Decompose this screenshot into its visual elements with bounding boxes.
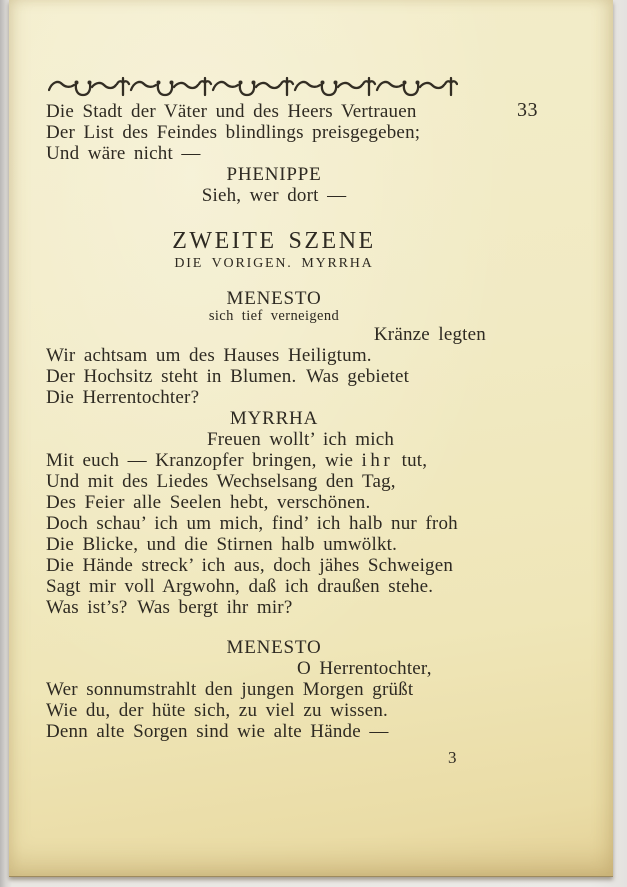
verse-line: Sagt mir voll Argwohn, daß ich draußen stehe. (46, 576, 434, 597)
verse-line: Und wäre nicht — (46, 143, 201, 164)
verse-line: Die Herrentochter? (46, 387, 200, 408)
verse-line-with-emphasis (46, 450, 486, 471)
scene-heading: ZWEITE SZENE (172, 228, 376, 254)
verse-line: Und mit des Liedes Wechselsang den Tag, (46, 471, 396, 492)
stage-direction: sich tief verneigend (208, 308, 340, 324)
verse-cue-line: Freuen wollt’ ich mich (207, 429, 395, 450)
signature-mark: 3 (448, 748, 457, 767)
verse-line: Wer sonnumstrahlt den jungen Morgen grüßt (46, 679, 414, 700)
printer-ornament-icon (48, 75, 458, 97)
verse-line: Was ist’s? Was bergt ihr mir? (46, 597, 293, 618)
verse-line: Die Hände streck’ ich aus, doch jähes Schweigen (46, 555, 454, 576)
speaker-name-menesto: MENESTO (226, 288, 322, 309)
page-number: 33 (517, 99, 538, 121)
verse-cue-line: O Herrentochter, (297, 658, 432, 679)
verse-line: Sieh, wer dort — (201, 185, 347, 206)
scene-cast-list: DIE VORIGEN. MYRRHA (174, 256, 374, 271)
verse-line: Wie du, der hüte sich, zu viel zu wissen. (46, 700, 388, 721)
verse-text: tut, (393, 450, 428, 471)
book-page-paper (9, 0, 613, 877)
verse-line: Doch schau’ ich um mich, find’ ich halb nur froh (46, 513, 458, 534)
verse-line: Wir achtsam um des Hauses Heiligtum. (46, 345, 372, 366)
page-text-block (46, 0, 486, 768)
speaker-name-phenippe: PHENIPPE (226, 164, 322, 185)
speaker-name-menesto: MENESTO (226, 637, 322, 658)
verse-line: Des Feier alle Seelen hebt, verschönen. (46, 492, 371, 513)
verse-cue-line: Kränze legten (373, 324, 486, 345)
verse-line: Denn alte Sorgen sind wie alte Hände — (46, 721, 389, 742)
verse-line: Die Stadt der Väter und des Heers Vertrauen (46, 101, 417, 122)
verse-line: Die Blicke, und die Stirnen halb umwölkt. (46, 534, 398, 555)
verse-text: Mit euch — Kranzopfer bringen, wie (46, 450, 362, 471)
verse-line: Der List des Feindes blindlings preisgegeben; (46, 122, 421, 143)
verse-line: Der Hochsitz steht in Blumen. Was gebietet (46, 366, 410, 387)
speaker-name-myrrha: MYRRHA (229, 408, 319, 429)
emphasized-word: ihr (361, 450, 394, 471)
